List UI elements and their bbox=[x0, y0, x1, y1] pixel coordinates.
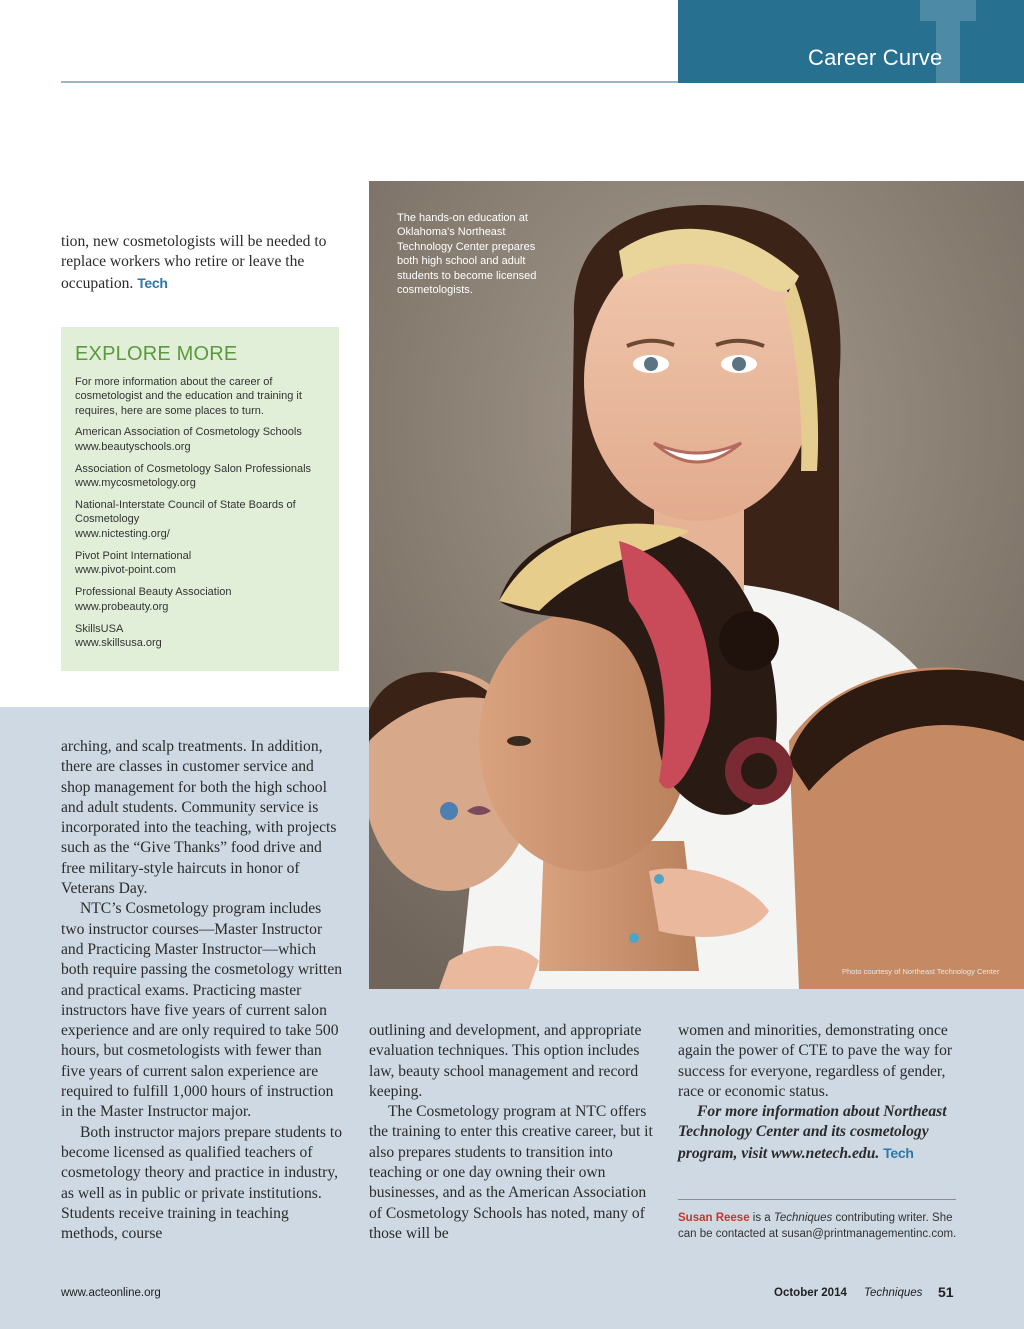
page-number: 51 bbox=[938, 1284, 954, 1300]
intro-text: tion, new cosmetologists will be needed to replace workers who retire or leave the occupation. bbox=[61, 233, 327, 292]
author-bio bbox=[678, 1210, 963, 1242]
explore-more-box bbox=[61, 327, 339, 671]
paragraph: NTC’s Cosmetology program includes two instructor courses—Master Instructor and Practicing Master Instructor—which both require passing the cosmetology written and practical exams. Practicing master instructors have five years of current salon experience and are only required to take 500 hours, but cosmetologists with fewer than five years of current salon experience are required to fulfill 1,000 hours of instruction in the Master Instructor major. bbox=[61, 900, 343, 1121]
resource-item bbox=[75, 585, 325, 614]
resource-link[interactable]: www.probeauty.org bbox=[75, 600, 169, 613]
footer-date: October 2014 bbox=[774, 1287, 847, 1299]
paragraph: Both instructor majors prepare students to become licensed as qualified teachers of cosmetology theory and practice in industry, as well as in public or private institutions. Students receive training in teaching methods, course bbox=[61, 1123, 343, 1243]
bio-text: contributing writer. She can be contacted at susan@printmanagementinc.com. bbox=[678, 1212, 957, 1240]
resource-name: SkillsUSA bbox=[75, 622, 124, 635]
photo-caption: The hands-on education at Oklahoma's Northeast Technology Center prepares both high school and adult students to become licensed cosmetologists. bbox=[397, 212, 537, 297]
intro-column bbox=[61, 232, 351, 294]
resource-item bbox=[75, 622, 325, 651]
resource-name: Association of Cosmetology Salon Professionals bbox=[75, 462, 312, 475]
resource-link[interactable]: www.mycosmetology.org bbox=[75, 477, 196, 490]
call-to-action bbox=[678, 1102, 962, 1164]
cosmetology-photo bbox=[369, 181, 1024, 989]
resource-item bbox=[75, 498, 325, 541]
resource-name: American Association of Cosmetology Schools bbox=[75, 426, 302, 439]
resource-item bbox=[75, 462, 325, 491]
footer-url[interactable]: www.acteonline.org bbox=[61, 1287, 161, 1299]
footer-magazine: Techniques bbox=[864, 1287, 923, 1299]
resource-link[interactable]: www.nictesting.org/ bbox=[75, 527, 170, 540]
tech-end-mark: Tech bbox=[137, 274, 168, 291]
tab-notch bbox=[920, 0, 976, 21]
resource-name: National-Interstate Council of State Boards of Cosmetology bbox=[75, 499, 296, 526]
explore-more-heading: EXPLORE MORE bbox=[75, 343, 238, 365]
column-2 bbox=[369, 1021, 653, 1244]
paragraph: women and minorities, demonstrating once again the power of CTE to pave the way for success for everyone, regardless of gender, race or economic status. bbox=[678, 1022, 953, 1100]
resource-name: Professional Beauty Association bbox=[75, 586, 232, 599]
resource-item bbox=[75, 549, 325, 578]
resource-item bbox=[75, 425, 325, 454]
photo-credit: Photo courtesy of Northeast Technology Center bbox=[842, 967, 1000, 976]
column-1 bbox=[61, 737, 346, 1244]
resource-link[interactable]: www.beautyschools.org bbox=[75, 440, 191, 453]
section-tab bbox=[678, 0, 1024, 83]
explore-more-intro: For more information about the career of cosmetologist and the education and training it requires, here are some places to turn. bbox=[75, 376, 302, 417]
paragraph: outlining and development, and appropriate evaluation techniques. This option includes law, beauty school management and record keeping. bbox=[369, 1022, 642, 1100]
paragraph: arching, and scalp treatments. In addition, there are classes in customer service and shop management for both the high school and adult students. Community service is incorporated into the teaching, with projects such as the “Give Thanks” food drive and free military-style haircuts in honor of Veterans Day. bbox=[61, 738, 337, 898]
author-name: Susan Reese bbox=[678, 1212, 750, 1224]
resource-link[interactable]: www.skillsusa.org bbox=[75, 637, 162, 650]
bio-text: is a bbox=[749, 1212, 774, 1224]
section-label: Career Curve bbox=[808, 45, 943, 70]
tech-end-mark: Tech bbox=[883, 1144, 914, 1161]
photo-illustration bbox=[369, 181, 1024, 989]
publication-name: Techniques bbox=[773, 1212, 833, 1224]
column-3 bbox=[678, 1021, 962, 1164]
resource-link[interactable]: www.pivot-point.com bbox=[75, 564, 176, 577]
paragraph: The Cosmetology program at NTC offers the training to enter this creative career, but it also prepares students to transition into teaching or one day owning their own businesses, and as the American Association of Cosmetology Schools has noted, many of those will be bbox=[369, 1103, 653, 1242]
resource-name: Pivot Point International bbox=[75, 549, 192, 562]
bio-divider bbox=[678, 1199, 956, 1200]
cta-text: For more information about Northeast Technology Center and its cosmetology program, visit www.netech.edu. bbox=[678, 1103, 947, 1162]
